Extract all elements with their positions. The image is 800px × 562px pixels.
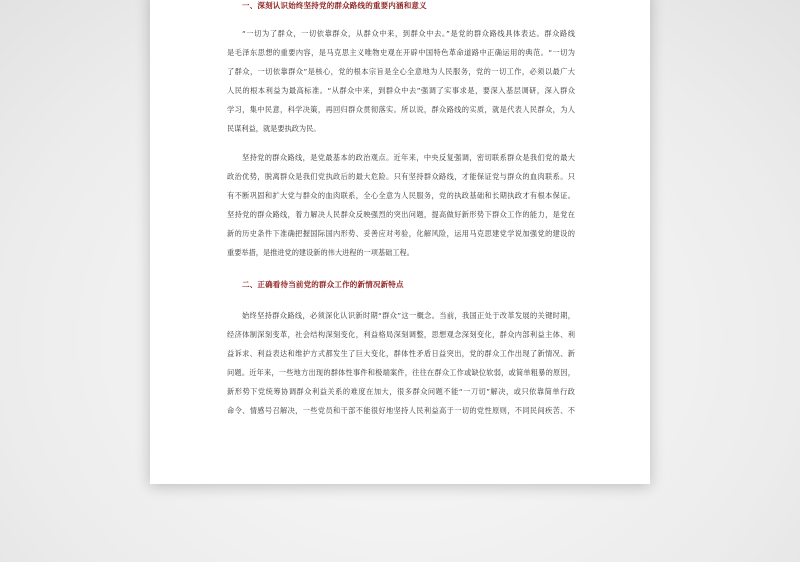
section-heading-1: 一、深刻认识始终坚持党的群众路线的重要内涵和意义: [242, 1, 427, 10]
text-line: 政治优势，脱离群众是我们党执政后的最大危险。只有坚持群众路线，才能保证党与群众的血肉联系。只: [227, 172, 575, 181]
text-line: 是毛泽东思想的重要内容，是马克思主义唯物史观在开辟中国特色革命道路中正确运用的典范。“一切为: [227, 48, 575, 57]
text-line: 问题。近年来，一些地方出现的群体性事件和极端案件，往往在群众工作或缺位软弱，或简单粗暴的原因，: [227, 368, 575, 377]
text-line: 始终坚持群众路线，必须深化认识新时期“群众”这一概念。当前，我国正处于改革发展的关键时期，: [242, 311, 575, 320]
text-line: 人民的根本利益为最高标准。“从群众中来，到群众中去”强调了实事求是，要深入基层调研，深入群众: [227, 86, 575, 95]
text-line: 重要举措，是推进党的建设新的伟大进程的一项基础工程。: [227, 248, 414, 257]
text-line: 了群众，一切依靠群众”是核心，党的根本宗旨是全心全意地为人民服务，党的一切工作，必须以最广大: [227, 67, 575, 76]
text-line: 新的历史条件下准确把握国际国内形势、妥善应对考验，化解风险，运用马克思建党学说加强党的建设的: [227, 229, 575, 238]
text-line: 坚持党的群众路线，是党最基本的政治观点。近年来，中央反复强调，密切联系群众是我们党的最大: [242, 153, 575, 162]
text-line: 坚持党的群众路线，着力解决人民群众反映强烈的突出问题，提高做好新形势下群众工作的能力，是党在: [227, 210, 575, 219]
text-line: 益诉求、利益表达和维护方式都发生了巨大变化，群体性矛盾日益突出，党的群众工作出现了新情况、新: [227, 349, 575, 358]
text-line: 新形势下党统筹协调群众利益关系的难度在加大，很多群众问题不能“一刀切”解决，或只依靠简单行政: [227, 387, 575, 396]
text-line: 经济体制深刻变革，社会结构深刻变化，利益格局深刻调整，思想观念深刻变化，群众内部利益主体、利: [227, 330, 575, 339]
text-line: 学习，集中民意，科学决策，再回归群众贯彻落实。所以说，群众路线的实质，就是代表人民群众，为人: [227, 105, 575, 114]
text-line: 命令、情感号召解决，一些党员和干部不能很好地坚持人民利益高于一切的党性原则，不同民间疾苦、不: [227, 406, 575, 415]
section-heading-2: 二、正确看待当前党的群众工作的新情况新特点: [242, 280, 404, 289]
text-line: “一切为了群众，一切依靠群众，从群众中来，到群众中去。”是党的群众路线具体表达。群众路线: [242, 29, 575, 38]
text-line: 民谋利益，就是要执政为民。: [227, 124, 321, 133]
text-line: 有不断巩固和扩大党与群众的血肉联系，全心全意为人民服务，党的执政基础和长期执政才有根本保证。: [227, 191, 575, 200]
